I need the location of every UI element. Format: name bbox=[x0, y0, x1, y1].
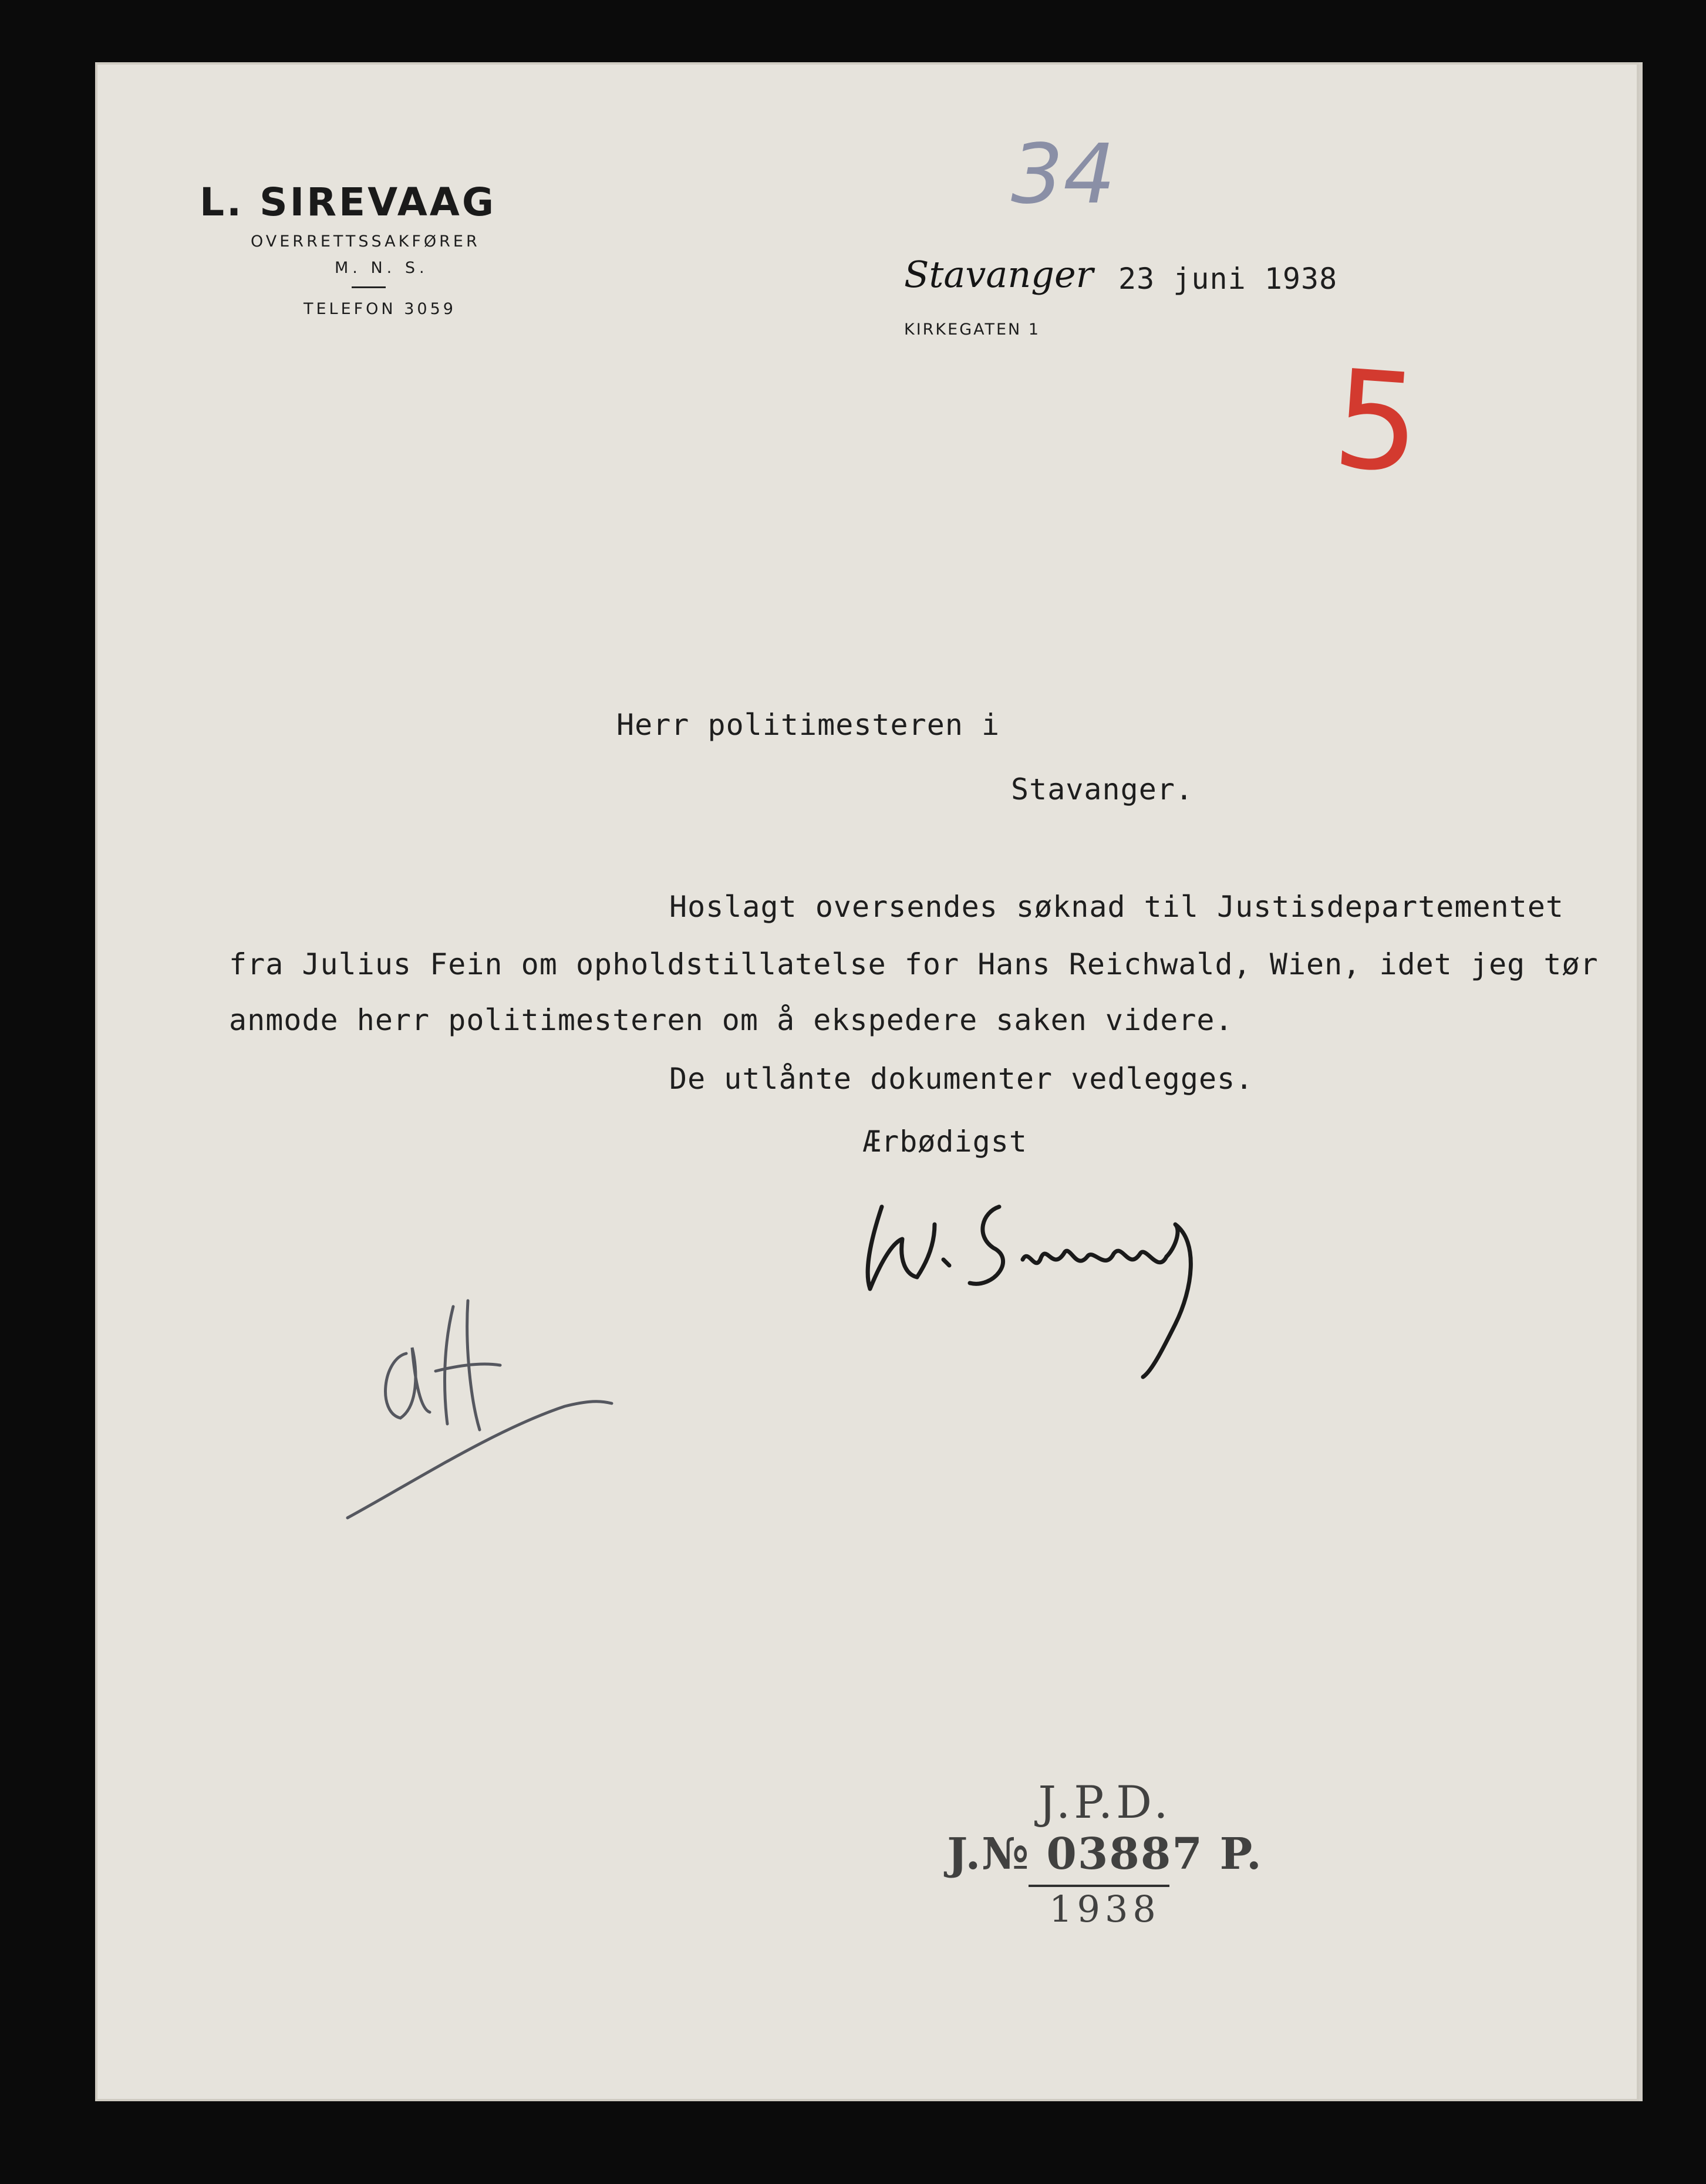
body-line: Hoslagt oversendes søknad til Justisdepartementet bbox=[669, 890, 1565, 924]
pencil-initials-mark bbox=[342, 1283, 670, 1530]
recipient-line2: Stavanger. bbox=[1011, 772, 1194, 806]
letterhead-phone: TELEFON 3059 bbox=[304, 300, 456, 318]
closing: Ærbødigst bbox=[863, 1125, 1027, 1159]
stamp-line3: 1938 bbox=[1049, 1888, 1161, 1930]
letterhead-membership: M. N. S. bbox=[335, 259, 429, 277]
letterhead-name: L. SIREVAAG bbox=[200, 180, 497, 225]
recipient-line1: Herr politimesteren i bbox=[616, 708, 1000, 742]
body-line: De utlånte dokumenter vedlegges. bbox=[669, 1062, 1254, 1096]
letterhead-city: Stavanger bbox=[904, 253, 1094, 296]
stamp-rule bbox=[1029, 1885, 1169, 1887]
body-line: anmode herr politimesteren om å ekspedere saken videre. bbox=[229, 1003, 1233, 1037]
pencil-number: 34 bbox=[1011, 127, 1116, 222]
letterhead-title: OVERRETTSSAKFØRER bbox=[251, 232, 480, 251]
signature-image bbox=[847, 1172, 1246, 1395]
letter-sheet bbox=[95, 62, 1643, 2101]
stamp-line2: J.№ 03887 P. bbox=[947, 1829, 1263, 1879]
letterhead-address: KIRKEGATEN 1 bbox=[904, 320, 1041, 339]
body-line: fra Julius Fein om opholdstillatelse for Hans Reichwald, Wien, idet jeg tør bbox=[229, 947, 1599, 981]
letterhead-divider bbox=[352, 286, 386, 288]
letter-date: 23 juni 1938 bbox=[1118, 262, 1338, 296]
stamp-line1: J.P.D. bbox=[1038, 1776, 1172, 1828]
red-page-number: 5 bbox=[1328, 341, 1425, 504]
